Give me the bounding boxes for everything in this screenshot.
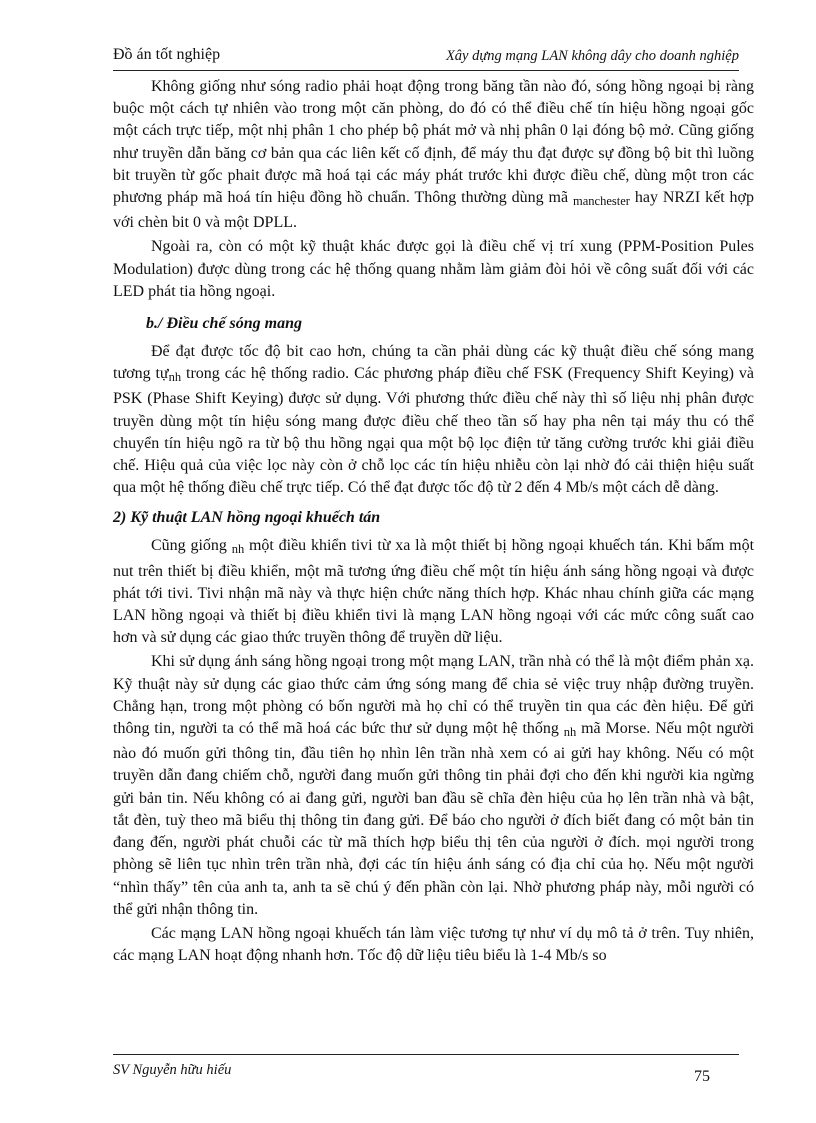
paragraph-2: Ngoài ra, còn có một kỹ thuật khác được gọi là điều chế vị trí xung (PPM-Position Pules Modulation) được dùng trong các hệ thống quang nhằm làm giảm đòi hỏi về công suất đối với các LED phát tia hồng ngoại. xyxy=(113,238,754,300)
inline-subscript-text: nh xyxy=(231,542,245,557)
section-heading-2: 2) Kỹ thuật LAN hồng ngoại khuếch tán xyxy=(113,509,381,527)
inline-subscript-text: nh xyxy=(563,725,577,740)
paragraph-6: Các mạng LAN hồng ngoại khuếch tán làm việc tương tự như ví dụ mô tả ở trên. Tuy nhiên, các mạng LAN hoạt động nhanh hơn. Tốc độ dữ liệu tiêu biểu là 1-4 Mb/s so xyxy=(113,924,754,965)
page-body xyxy=(113,76,754,969)
page-header xyxy=(113,44,739,70)
paragraph-4: Cũng giống $_{nh}$ một điều khiển tivi từ xa là một thiết bị hồng ngoại khuếch tán. Khi bấm một nut trên thiết bị điều khiển, một mã tương ứng điều chế một tín hiệu ánh sáng hồng ngoại và được phát tới tivi. Tivi nhận mã này và thực hiện chức năng thích hợp. Khác nhau chính giữa các mạng LAN hồng ngoại và thiết bị điều khiển tivi là mạng LAN hồng ngoại với các mức công suất cao hơn và sử dụng các giao thức truyền thông để truyền dữ liệu. xyxy=(113,537,755,647)
paragraph-3: Để đạt được tốc độ bit cao hơn, chúng ta cần phải dùng các kỹ thuật điều chế sóng mang tương tự$_{nh}$ trong các hệ thống radio. Các phương pháp điều chế FSK (Frequency Shift Keying) và PSK (Phase Shift Keying) được sử dụng. Với phương thức điều chế này thì số liệu nhị phân được truyền dùng một tín hiệu sóng mang được điều chế theo tần số hay pha nên tại máy thu có thể chuyển tín hiệu ngõ ra từ bộ thu hồng ngại qua một bộ lọc điện tử tăng cường trước khi giải điều chế. Hiệu quả của việc lọc này còn ở chỗ lọc các tín hiệu nhiễu còn lại nhờ đó cải thiện hiệu suất qua một hệ thống điều chế trực tiếp. Có thể đạt được tốc độ từ 2 đến 4 Mb/s một cách dễ dàng. xyxy=(113,343,755,497)
page-number: 75 xyxy=(694,1068,710,1085)
footer-divider xyxy=(113,1054,739,1055)
paragraph-1: Không giống như sóng radio phải hoạt động trong băng tần nào đó, sóng hồng ngoại bị ràng buộc một cách tự nhiên vào trong một căn phòng, do đó có thể điều chế tín hiệu hồng ngoại gốc một cách trực tiếp, một nhị phân 1 cho phép bộ phát mở và nhị phân 0 lại đóng bộ mở. Cũng giống như truyền dẫn băng cơ bản qua các liên kết cố định, để máy thu đạt được sự đồng bộ bit thì luồng bit truyền từ gốc phait được mã hoá tại các máy phát trước khi được điều chế, dùng một tron các phương pháp mã hoá tín hiệu đồng hồ chuẩn. Thông thường dùng mã $_{manchester}$ hay NRZI kết hợp với chèn bit 0 và một DPLL. xyxy=(113,78,755,232)
inline-subscript-text: nh xyxy=(168,370,182,385)
paragraph-5: Khi sử dụng ánh sáng hồng ngoại trong một mạng LAN, trần nhà có thể là một điểm phản xạ. Kỹ thuật này sử dụng các giao thức cảm ứng sóng mang để chia sẻ việc truy nhập đường truyền. Chẳng hạn, trong một phòng có bốn người mà họ chỉ có thể truyền tin qua các đèn hiệu. Để gửi thông tin, người ta có thể mã hoá các bức thư sử dụng một hệ thống $_{nh}$ mã Morse. Nếu một người nào đó muốn gửi thông tin, đầu tiên họ nhìn lên trần nhà xem có ai gửi hay không. Nếu có một truyền dẫn đang chiếm chỗ, người đang muốn gửi thông tin phải đợi cho đến khi người kia ngừng gửi bản tin. Nếu không có ai đang gửi, người ban đầu sẽ chĩa đèn hiệu của họ lên trần nhà và bật, tắt đèn, tuỳ theo mã biểu thị thông tin đang gửi. Để báo cho người ở đích biết đang có một bản tin đang đến, người phát chuỗi các từ mã thích hợp biểu thị tên của người ở đích. mọi người trong phòng sẽ liên tục nhìn trên trần nhà, đợi các tín hiệu ánh sáng có địa chỉ của họ. Nếu một người “nhìn thấy” tên của anh ta, anh ta sẽ chú ý đến phần còn lại. Nhờ phương pháp này, mỗi người có thể gửi nhận thông tin. xyxy=(113,653,754,918)
footer-author: SV Nguyễn hữu hiếu xyxy=(113,1062,232,1078)
header-divider xyxy=(113,70,739,71)
header-left-title: Đồ án tốt nghiệp xyxy=(113,46,221,63)
header-right-title: Xây dựng mạng LAN không dây cho doanh nghiệp xyxy=(445,48,739,64)
inline-subscript-text: manchester xyxy=(573,194,630,209)
section-heading-b: b./ Điều chế sóng mang xyxy=(146,315,303,333)
